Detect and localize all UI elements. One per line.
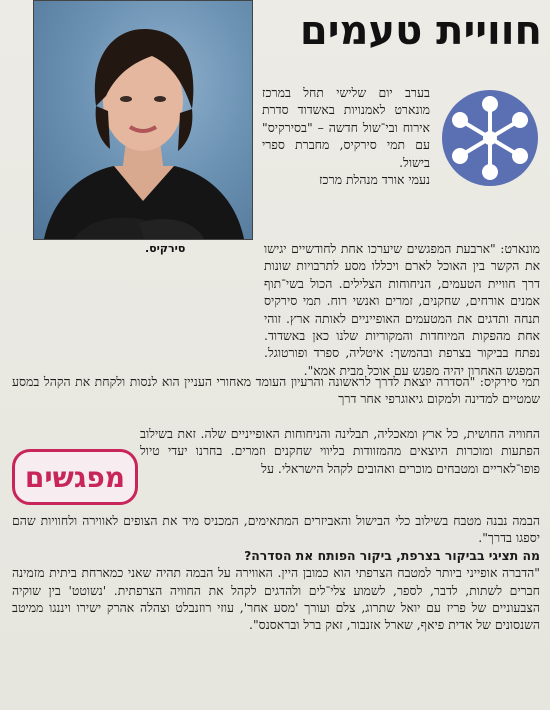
article-body-side: [140, 425, 540, 477]
paragraph-2: מונארט: "ארבעת המפגשים שיערכו אחת לחודשיים יגישו את הקשר בין האוכל לארם ויכללו מסע לתרבויות שונות דרך חוויית הטעמים, הניחוחות הצלילים. הכול בשי־תוף אמנים אורחים, שחקנים, זמרים ואנשי רוח. תמי סירקיס תנחה ותדגים את המטעמים האופייניים לאותה ארץ. זוהי אחת מהפקות המיוחדות והמקוריות שלנו כאן באשדוד. נפתח בביקור בצרפת ובהמשך: איטליה, ספרד ופורטוגל. המפגש האחרון יהיה מפגש עם אוכל מבית אמא".: [264, 241, 540, 378]
badge-label: מפגשים: [24, 460, 126, 494]
portrait-photo: [33, 0, 253, 240]
section-badge: [12, 449, 138, 505]
article-body-p3: [12, 373, 540, 408]
paragraph-2-start: נעמי אורד מנהלת מרכז: [319, 172, 430, 188]
article-intro: [262, 84, 430, 188]
article-body-main: [12, 240, 540, 379]
paragraph-3-side: החוויה החושית, כל ארץ ומאכליה, תבלינה והניחוחות האופייניים שלה. זאת בשילוב הפתעות ומוכרות היוצאים מהמזוודות בליווי שחקנים וזמרים. בחרנו יעדי טיול פופו־לאריים ומטבחים מוכרים ואהובים לקהל הישראלי. על: [140, 426, 540, 476]
emblem-icon: [434, 90, 544, 186]
headline: חוויית טעמים: [299, 8, 542, 54]
paragraph-3: תמי סירקיס: "הסדרה יוצאת לדרך לראשונה והרעיון העומד מאחורי העניין הוא לנסות ולקחת את הקהל במסע שמטיים למדינה ולמקום גיאוגרפי אחר דרך: [12, 374, 540, 407]
intro-paragraph: בערב יום שלישי תחל במרכז מונארט לאמנויות באשדוד סדרת אירוח ובי־שול חדשה – "בסירקיס" עם תמי סירקיס, מחברת ספרי בישול.: [262, 85, 430, 170]
article-body-bottom: [12, 512, 540, 634]
photo-caption: סירקיס.: [145, 242, 186, 255]
interview-question: מה תציגי בביקור בצרפת, ביקור הפותח את הסדרה?: [244, 547, 540, 563]
interview-answer: "הדברה אופייני ביותר למטבח הצרפתי הוא כמובן היין. האווירה על הבמה תהיה שאני כמארחת ביתית מזמינה חברים לשתות, לדבר, לספר, לשמוע צלי־לים ולהדגים לקהל את החוויה הצרפתית. 'נשוטט' בין שוקיה הצבעוניים של פריז עם יואל שתרוג, צלם ועורך 'מסע אחר', עוזי רוזנבלט וצהלה אהרק ישירו ויננגו ממיטב השנסונים של אדית פיאף, שארל אזנבור, זאק ברל ובראסנס".: [12, 565, 540, 633]
paragraph-3-end: הבמה נבנה מטבח בשילוב כלי הבישול והאביזרים המתאימים, המכניס מיד את הצופים לאווירה ולחוויות שהם יספגו בדרך".: [12, 513, 540, 546]
